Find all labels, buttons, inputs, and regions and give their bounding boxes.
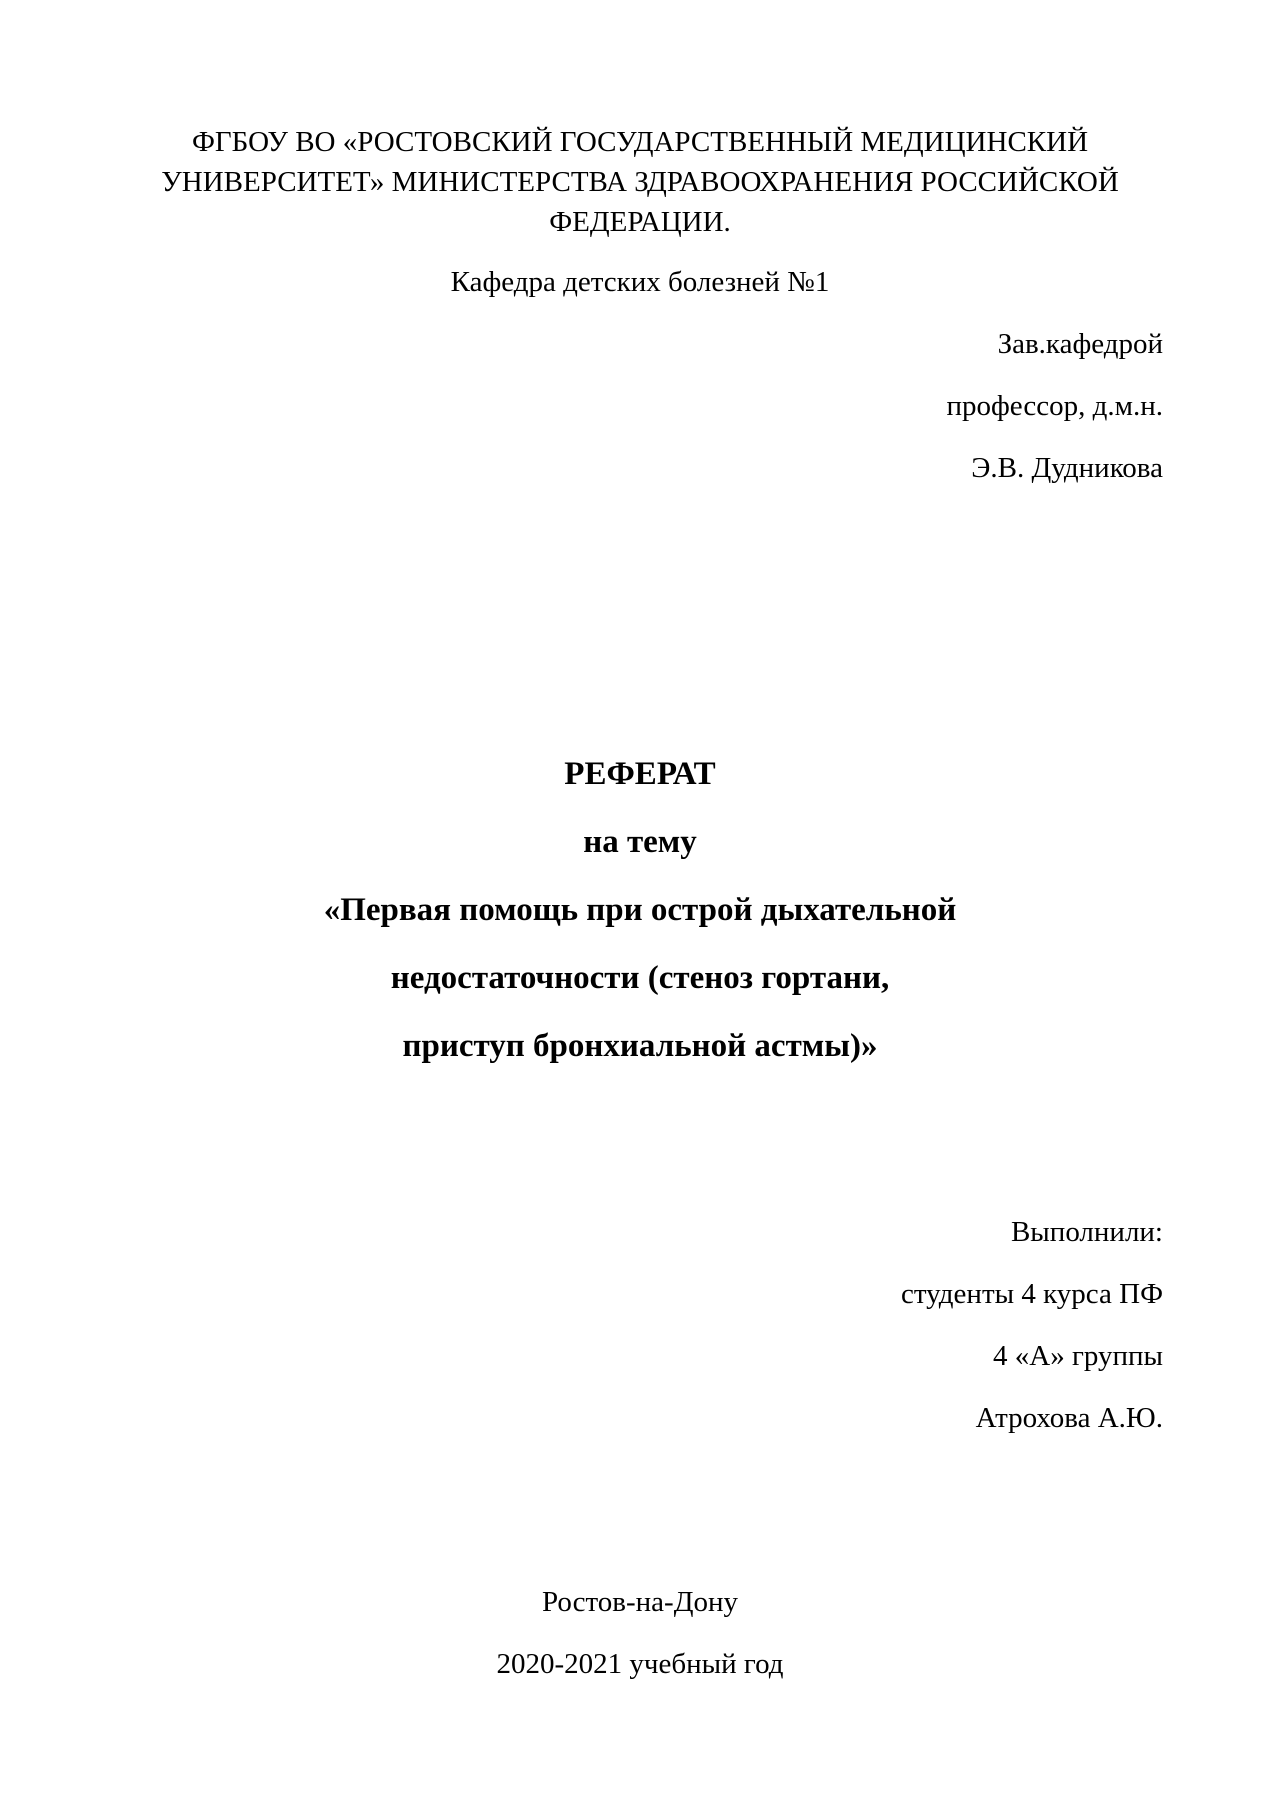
- department-name: Кафедра детских болезней №1: [450, 266, 830, 298]
- head-name: Э.В. Дудникова: [971, 452, 1163, 484]
- head-position: Зав.кафедрой: [997, 328, 1163, 360]
- head-degree: профессор, д.м.н.: [946, 390, 1163, 422]
- institution-line-1: ФГБОУ ВО «РОСТОВСКИЙ ГОСУДАРСТВЕННЫЙ МЕДИЦИНСКИЙ: [191, 126, 1089, 158]
- author-name: Атрохова А.Ю.: [975, 1402, 1163, 1434]
- topic-line-1: «Первая помощь при острой дыхательной: [323, 892, 957, 928]
- authors-group: 4 «А» группы: [993, 1340, 1163, 1372]
- topic-line-2: недостаточности (стеноз гортани,: [390, 960, 890, 996]
- institution-line-3: ФЕДЕРАЦИИ.: [549, 206, 731, 238]
- doc-subtitle: на тему: [583, 824, 697, 860]
- footer-year: 2020-2021 учебный год: [496, 1648, 784, 1680]
- authors-label: Выполнили:: [1010, 1216, 1163, 1248]
- authors-course: студенты 4 курса ПФ: [900, 1278, 1163, 1310]
- doc-type-heading: РЕФЕРАТ: [564, 756, 716, 792]
- topic-line-3: приступ бронхиальной астмы)»: [402, 1028, 878, 1064]
- footer-city: Ростов-на-Дону: [542, 1586, 738, 1618]
- institution-line-2: УНИВЕРСИТЕТ» МИНИСТЕРСТВА ЗДРАВООХРАНЕНИЯ РОССИЙСКОЙ: [161, 166, 1119, 198]
